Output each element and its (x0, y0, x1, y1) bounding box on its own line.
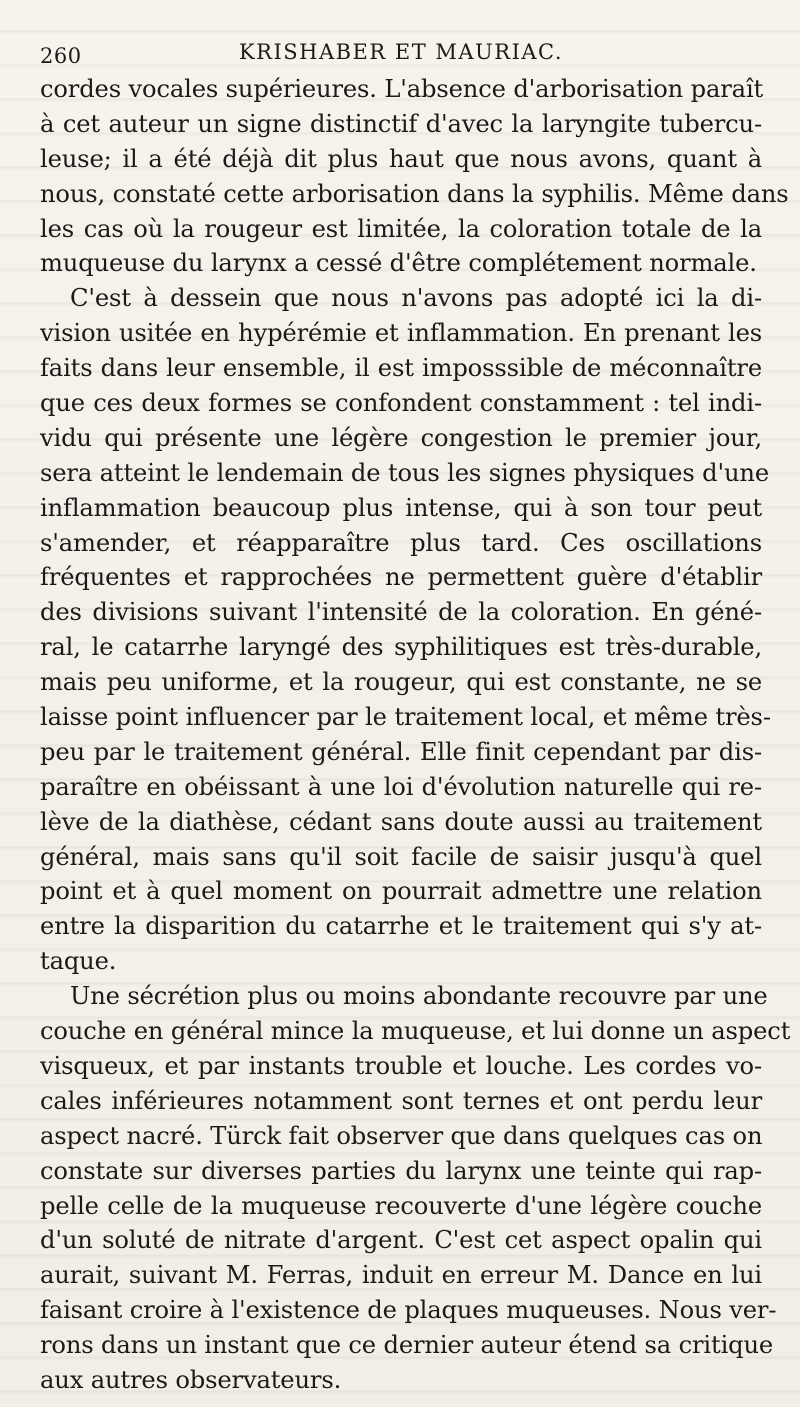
running-head (40, 36, 762, 72)
text-line: point et à quel moment on pourrait admettre une relation (40, 877, 762, 906)
text-line: vision usitée en hypérémie et inflammation. En prenant les (40, 319, 762, 348)
text-line: muqueuse du larynx a cessé d'être complétement normale. (40, 249, 757, 278)
text-line: C'est à dessein que nous n'avons pas adopté ici la di- (70, 284, 762, 313)
text-line: visqueux, et par instants trouble et louche. Les cordes vo- (40, 1051, 762, 1080)
paragraph-3 (40, 979, 791, 1398)
text-line: couche en général mince la muqueuse, et lui donne un aspect (40, 1017, 791, 1046)
text-line: rons dans un instant que ce dernier auteur étend sa critique (40, 1331, 774, 1360)
text-line: cales inférieures notamment sont ternes et ont perdu leur (40, 1086, 762, 1115)
text-line: aspect nacré. Türck fait observer que dans quelques cas on (40, 1121, 763, 1150)
text-line: entre la disparition du catarrhe et le traitement qui s'y at- (40, 912, 762, 941)
text-line: Une sécrétion plus ou moins abondante recouvre par une (70, 982, 768, 1011)
text-line: peu par le traitement général. Elle finit cependant par dis- (40, 737, 762, 766)
text-line: inflammation beaucoup plus intense, qui à son tour peut (40, 493, 762, 522)
text-line: vidu qui présente une légère congestion le premier jour, (40, 423, 762, 452)
text-line: faits dans leur ensemble, il est imposssible de méconnaître (40, 354, 762, 383)
paragraph-2 (40, 281, 771, 979)
text-line: aux autres observateurs. (40, 1365, 342, 1394)
text-line: d'un soluté de nitrate d'argent. C'est cet aspect opalin qui (40, 1226, 762, 1255)
text-line: général, mais sans qu'il soit facile de saisir jusqu'à quel (40, 842, 762, 871)
paragraph-1 (40, 72, 789, 281)
text-line: les cas où la rougeur est limitée, la coloration totale de la (40, 214, 762, 243)
text-line: paraître en obéissant à une loi d'évolution naturelle qui re- (40, 772, 762, 801)
text-line: mais peu uniforme, et la rougeur, qui est constante, ne se (40, 668, 762, 697)
text-line: pelle celle de la muqueuse recouverte d'une légère couche (40, 1191, 762, 1220)
text-line: faisant croire à l'existence de plaques muqueuses. Nous ver- (40, 1296, 777, 1325)
text-line: s'amender, et réapparaître plus tard. Ces oscillations (40, 528, 762, 557)
text-line: leuse; il a été déjà dit plus haut que nous avons, quant à (40, 144, 762, 173)
text-line: cordes vocales supérieures. L'absence d'arborisation paraît (40, 75, 764, 103)
text-line: des divisions suivant l'intensité de la coloration. En géné- (40, 598, 762, 627)
page-number: 260 (40, 44, 82, 68)
text-line: à cet auteur un signe distinctif d'avec la laryngite tubercu- (40, 109, 762, 138)
text-line: fréquentes et rapprochées ne permettent guère d'établir (40, 563, 762, 592)
text-line: aurait, suivant M. Ferras, induit en erreur M. Dance en lui (40, 1261, 762, 1290)
text-line: nous, constaté cette arborisation dans la syphilis. Même dans (40, 179, 789, 208)
text-line: que ces deux formes se confondent constamment : tel indi- (40, 389, 762, 418)
text-line: lève de la diathèse, cédant sans doute aussi au traitement (40, 807, 762, 836)
text-line: sera atteint le lendemain de tous les signes physiques d'une (40, 458, 769, 487)
running-title: KRISHABER ET MAURIAC. (238, 40, 564, 64)
text-line: constate sur diverses parties du larynx une teinte qui rap- (40, 1156, 762, 1185)
text-line: taque. (40, 947, 117, 976)
text-line: ral, le catarrhe laryngé des syphilitiques est très-durable, (40, 633, 762, 662)
body-text (40, 72, 791, 1398)
text-line: laisse point influencer par le traitement local, et même très- (40, 703, 771, 732)
